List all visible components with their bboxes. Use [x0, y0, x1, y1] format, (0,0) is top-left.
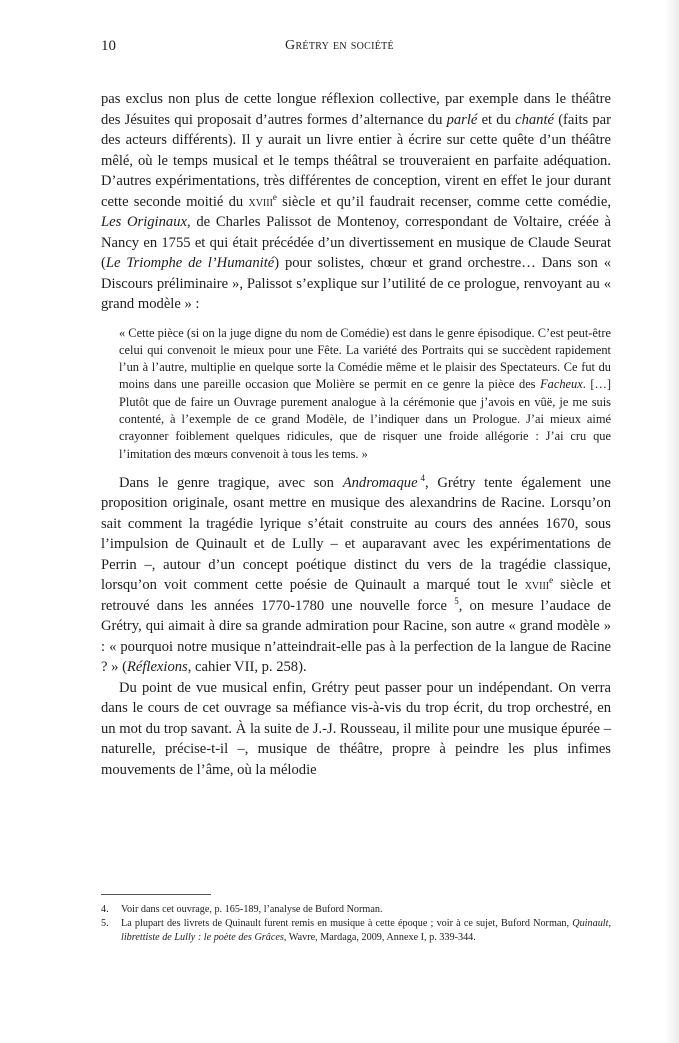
- page-edge-shadow: [665, 0, 679, 1043]
- paragraph-3: Du point de vue musical enfin, Grétry peut passer pour un indépendant. On verra dans le cours de cet ouvrage sa méfiance vis-à-vis du trop écrit, du trop orchestré, en un mot du trop savant. À la suite de J.-J. Rousseau, il milite pour une musique épurée – naturelle, précise-t-il –, musique de théâtre, propre à peindre les plus infimes mouvements de l’âme, où la mélodie: [101, 679, 611, 778]
- footnote-ref-5[interactable]: 5: [454, 596, 459, 607]
- paragraph-1: pas exclus non plus de cette longue réflexion collective, par exemple dans le théâtre des Jésuites qui proposait d’autres formes d’alternance du parlé et du chanté (faits par des acteurs différents). Il y aurait un livre entier à écrire sur cette quête d’un théâtre mêlé, où le temps musical et le temps théâtral se trouveraient en parfaite adéquation. D’autres expérimentations, très différentes de conception, virent en effet le jour durant cette seconde moitié du xviii$^e$ siècle et qu’il faudrait recenser, comme cette comédie, Les Originaux, de Charles Palissot de Montenoy, correspondant de Voltaire, créée à Nancy en 1755 et qui était précédée d’un divertissement en musique de Claude Seurat (Le Triomphe de l’Humanité) pour solistes, chœur et grand orchestre… Dans son « Discours préliminaire », Palissot s’explique sur l’utilité de ce prologue, renvoyant au « grand modèle » :: [101, 91, 612, 312]
- footnote-4: 4. Voir dans cet ouvrage, p. 165-189, l’analyse de Buford Norman.: [101, 904, 383, 915]
- page-number: 10: [101, 38, 116, 54]
- running-head: [0, 38, 679, 54]
- block-quote: « Cette pièce (si on la juge digne du nom de Comédie) est dans le genre épisodique. C’est peut-être celui qui convenoit le mieux pour une Fête. La variété des Portraits qui se succèdent rapidement l’un à l’autre, multiplie en quelque sorte la Comédie même et le plaisir des Spectateurs. Ce fut du moins dans une pareille occasion que Molière se permit en ce genre la pièce des Facheux. […] Plutôt que de faire un Ouvrage purement analogue à la cérémonie que j’avois en vûë, je me suis contenté, à l’exemple de ce grand Modèle, de l’indiquer dans un Prologue. J’ai mieux aimé crayonner foiblement quelques ridicules, que de risquer une froide allégorie : J’ai cru que l’imitation des mœurs convenoit à tous les tems. »: [119, 325, 611, 461]
- footnote-ref-4[interactable]: 4: [420, 473, 425, 484]
- footnotes: [101, 903, 611, 945]
- running-title: Grétry en société: [285, 38, 394, 53]
- footnote-divider: [101, 894, 211, 895]
- paragraph-2: Dans le genre tragique, avec son Andromaque $^4$, Grétry tente également une proposition originale, osant mettre en musique des alexandrins de Racine. Lorsqu’on sait comment la tragédie lyrique s’était construite au cours des années 1670, sous l’impulsion de Quinault et de Lully – et auparavant avec les expérimentations de Perrin –, autour d’un concept poétique distinct du vers de la tragédie classique, lorsqu’on voit comment cette poésie de Quinault a marqué tout le xviii$^e$ siècle et retrouvé dans les années 1770-1780 une nouvelle force $^5$, on mesure l’audace de Grétry, qui aimait à dire sa grande admiration pour Racine, son autre « grand modèle » : « pourquoi notre musique n’atteindrait-elle pas à la perfection de la langue de Racine ? » (Réflexions, cahier VII, p. 258).: [101, 473, 611, 676]
- main-text: [101, 89, 611, 780]
- footnote-5: 5. La plupart des livrets de Quinault furent remis en musique à cette époque ; voir à ce sujet, Buford Norman, Quinault, librettiste de Lully : le poète des Grâces, Wavre, Mardaga, 2009, Annexe I, p. 339-344.: [101, 918, 611, 943]
